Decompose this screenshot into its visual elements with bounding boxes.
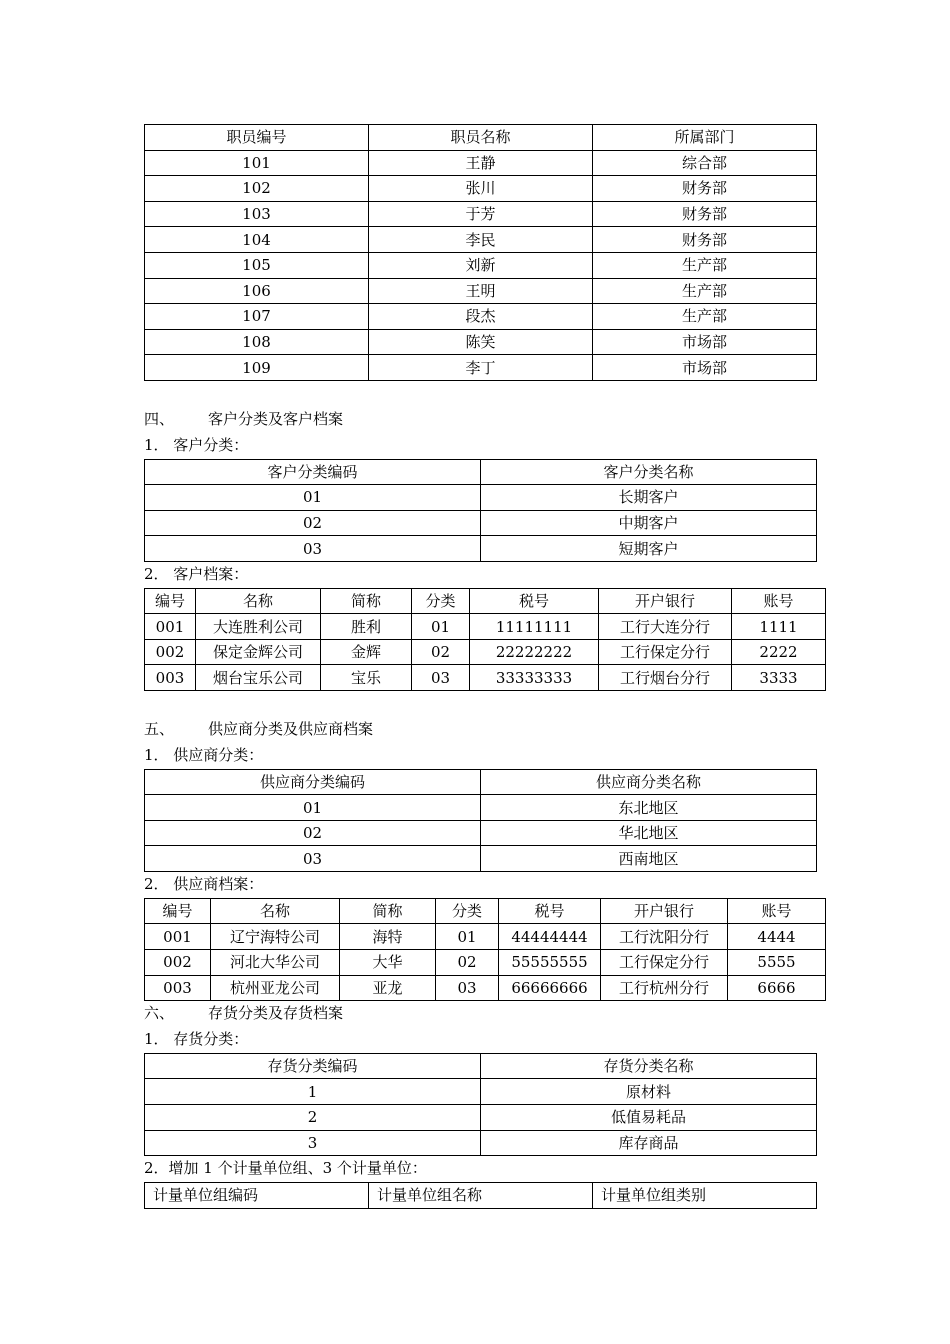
section-title: 客户分类及客户档案 — [208, 409, 344, 428]
table-row — [145, 227, 817, 253]
table-row — [145, 176, 817, 202]
cell: 工行保定分行 — [599, 639, 732, 665]
header-cell: 分类 — [412, 588, 470, 614]
cell: 保定金辉公司 — [196, 639, 321, 665]
cell: 003 — [145, 975, 211, 1001]
cell: 大连胜利公司 — [196, 614, 321, 640]
cell: 生产部 — [593, 252, 817, 278]
cell: 107 — [145, 304, 369, 330]
cell: 02 — [145, 510, 481, 536]
cell: 001 — [145, 924, 211, 950]
cell: 大华 — [340, 950, 436, 976]
inventory-class-table — [144, 1053, 817, 1156]
cell: 辽宁海特公司 — [211, 924, 340, 950]
table-row — [145, 665, 826, 691]
cell: 工行沈阳分行 — [601, 924, 728, 950]
table-row — [145, 485, 817, 511]
cell: 109 — [145, 355, 369, 381]
header-cell: 职员编号 — [145, 125, 369, 151]
table-row — [145, 924, 826, 950]
cell: 张川 — [369, 176, 593, 202]
cell: 段杰 — [369, 304, 593, 330]
cell: 工行杭州分行 — [601, 975, 728, 1001]
table-row — [145, 614, 826, 640]
cell: 财务部 — [593, 227, 817, 253]
subheading: 1． 存货分类： — [144, 1030, 249, 1049]
table-row — [145, 355, 817, 381]
table-row — [145, 252, 817, 278]
cell: 02 — [436, 950, 499, 976]
header-cell: 存货分类名称 — [481, 1053, 817, 1079]
table-row — [145, 278, 817, 304]
section-number: 六、 — [144, 1004, 175, 1023]
cell: 生产部 — [593, 278, 817, 304]
subheading: 2． 供应商档案： — [144, 875, 264, 894]
cell: 03 — [436, 975, 499, 1001]
cell: 西南地区 — [481, 846, 817, 872]
unit-group-table — [144, 1182, 817, 1209]
cell: 华北地区 — [481, 820, 817, 846]
cell: 01 — [412, 614, 470, 640]
cell: 李民 — [369, 227, 593, 253]
table-row — [145, 510, 817, 536]
cell: 原材料 — [481, 1079, 817, 1105]
cell: 01 — [436, 924, 499, 950]
cell: 33333333 — [470, 665, 599, 691]
cell: 6666 — [728, 975, 826, 1001]
header-cell: 简称 — [340, 898, 436, 924]
table-header-row — [145, 898, 826, 924]
table-row — [145, 795, 817, 821]
cell: 中期客户 — [481, 510, 817, 536]
section-heading — [144, 1001, 826, 1027]
cell: 3 — [145, 1130, 481, 1156]
table-row — [145, 329, 817, 355]
header-cell: 计量单位组类别 — [593, 1182, 817, 1208]
header-cell: 税号 — [499, 898, 601, 924]
cell: 01 — [145, 485, 481, 511]
header-cell: 供应商分类编码 — [145, 769, 481, 795]
cell: 4444 — [728, 924, 826, 950]
table-row — [145, 820, 817, 846]
table-header-row — [145, 769, 817, 795]
subheading: 1． 客户分类： — [144, 435, 249, 454]
table-row — [145, 150, 817, 176]
table-row — [145, 1079, 817, 1105]
header-cell: 分类 — [436, 898, 499, 924]
header-cell: 计量单位组名称 — [369, 1182, 593, 1208]
cell: 01 — [145, 795, 481, 821]
header-cell: 名称 — [211, 898, 340, 924]
cell: 胜利 — [321, 614, 412, 640]
table-row — [145, 201, 817, 227]
cell: 金辉 — [321, 639, 412, 665]
header-cell: 简称 — [321, 588, 412, 614]
cell: 刘新 — [369, 252, 593, 278]
table-header-row — [145, 125, 817, 151]
cell: 亚龙 — [340, 975, 436, 1001]
section-heading — [144, 407, 826, 433]
table-header-row — [145, 1182, 817, 1208]
table-row — [145, 536, 817, 562]
section-title: 存货分类及存货档案 — [208, 1004, 344, 1023]
table-row — [145, 304, 817, 330]
cell: 河北大华公司 — [211, 950, 340, 976]
subheading: 2．增加 1 个计量单位组、3 个计量单位： — [144, 1159, 427, 1178]
cell: 106 — [145, 278, 369, 304]
cell: 02 — [412, 639, 470, 665]
section-number: 五、 — [144, 720, 175, 739]
cell: 综合部 — [593, 150, 817, 176]
cell: 李丁 — [369, 355, 593, 381]
section-number: 四、 — [144, 409, 175, 428]
cell: 工行保定分行 — [601, 950, 728, 976]
cell: 杭州亚龙公司 — [211, 975, 340, 1001]
cell: 44444444 — [499, 924, 601, 950]
header-cell: 客户分类名称 — [481, 459, 817, 485]
table-header-row — [145, 588, 826, 614]
cell: 3333 — [732, 665, 826, 691]
cell: 03 — [412, 665, 470, 691]
header-cell: 职员名称 — [369, 125, 593, 151]
customer-file-table — [144, 588, 826, 691]
header-cell: 税号 — [470, 588, 599, 614]
cell: 王静 — [369, 150, 593, 176]
cell: 于芳 — [369, 201, 593, 227]
cell: 工行烟台分行 — [599, 665, 732, 691]
cell: 市场部 — [593, 355, 817, 381]
cell: 002 — [145, 950, 211, 976]
table-row — [145, 846, 817, 872]
document-content — [144, 124, 826, 1209]
section-title: 供应商分类及供应商档案 — [208, 720, 374, 739]
subheading: 1． 供应商分类： — [144, 745, 264, 764]
header-cell: 供应商分类名称 — [481, 769, 817, 795]
cell: 2 — [145, 1105, 481, 1131]
header-cell: 开户银行 — [599, 588, 732, 614]
header-cell: 账号 — [728, 898, 826, 924]
cell: 22222222 — [470, 639, 599, 665]
cell: 1111 — [732, 614, 826, 640]
cell: 东北地区 — [481, 795, 817, 821]
cell: 55555555 — [499, 950, 601, 976]
cell: 短期客户 — [481, 536, 817, 562]
cell: 工行大连分行 — [599, 614, 732, 640]
cell: 长期客户 — [481, 485, 817, 511]
table-header-row — [145, 459, 817, 485]
cell: 001 — [145, 614, 196, 640]
cell: 财务部 — [593, 201, 817, 227]
cell: 5555 — [728, 950, 826, 976]
cell: 海特 — [340, 924, 436, 950]
cell: 低值易耗品 — [481, 1105, 817, 1131]
cell: 烟台宝乐公司 — [196, 665, 321, 691]
cell: 陈笑 — [369, 329, 593, 355]
cell: 105 — [145, 252, 369, 278]
cell: 03 — [145, 536, 481, 562]
table-row — [145, 975, 826, 1001]
cell: 66666666 — [499, 975, 601, 1001]
header-cell: 账号 — [732, 588, 826, 614]
header-cell: 编号 — [145, 588, 196, 614]
cell: 101 — [145, 150, 369, 176]
cell: 1 — [145, 1079, 481, 1105]
cell: 002 — [145, 639, 196, 665]
cell: 003 — [145, 665, 196, 691]
table-row — [145, 639, 826, 665]
cell: 财务部 — [593, 176, 817, 202]
employee-table — [144, 124, 817, 381]
cell: 103 — [145, 201, 369, 227]
table-row — [145, 950, 826, 976]
subheading: 2． 客户档案： — [144, 564, 249, 583]
header-cell: 存货分类编码 — [145, 1053, 481, 1079]
cell: 生产部 — [593, 304, 817, 330]
cell: 11111111 — [470, 614, 599, 640]
cell: 02 — [145, 820, 481, 846]
section-heading — [144, 717, 826, 743]
header-cell: 客户分类编码 — [145, 459, 481, 485]
supplier-file-table — [144, 898, 826, 1001]
header-cell: 名称 — [196, 588, 321, 614]
cell: 2222 — [732, 639, 826, 665]
header-cell: 计量单位组编码 — [145, 1182, 369, 1208]
table-row — [145, 1105, 817, 1131]
cell: 市场部 — [593, 329, 817, 355]
cell: 108 — [145, 329, 369, 355]
cell: 宝乐 — [321, 665, 412, 691]
header-cell: 编号 — [145, 898, 211, 924]
customer-class-table — [144, 459, 817, 562]
header-cell: 开户银行 — [601, 898, 728, 924]
cell: 104 — [145, 227, 369, 253]
cell: 03 — [145, 846, 481, 872]
supplier-class-table — [144, 769, 817, 872]
cell: 102 — [145, 176, 369, 202]
header-cell: 所属部门 — [593, 125, 817, 151]
table-header-row — [145, 1053, 817, 1079]
table-row — [145, 1130, 817, 1156]
cell: 王明 — [369, 278, 593, 304]
cell: 库存商品 — [481, 1130, 817, 1156]
